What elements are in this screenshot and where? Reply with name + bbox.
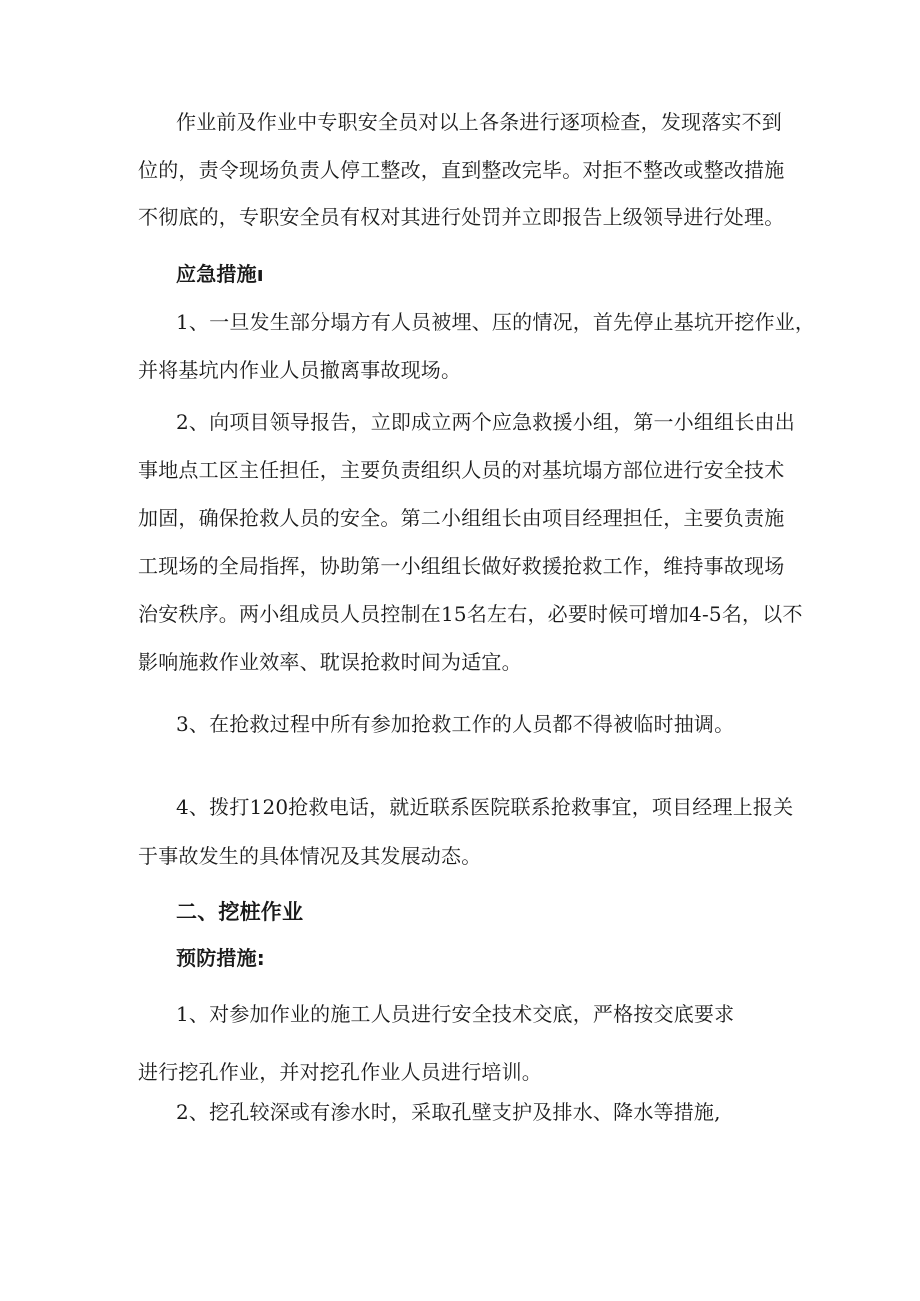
para1-line1: 作业前及作业中专职安全员对以上各条进行逐项检查，发现落实不到 [176, 110, 782, 134]
prev1-line2: 进行挖孔作业，并对挖孔作业人员进行培训。 [138, 1060, 542, 1084]
prev2-line1: 2、挖孔较深或有渗水时，采取孔壁支护及排水、降水等措施, [176, 1100, 721, 1124]
para1-line2: 位的，责令现场负责人停工整改，直到整改完毕。对拒不整改或整改措施 [138, 158, 785, 182]
para1-line3: 不彻底的，专职安全员有权对其进行处罚并立即报告上级领导进行处理。 [138, 205, 785, 229]
section2-title: 二、挖桩作业 [176, 900, 304, 924]
item2-line2: 事地点工区主任担任，主要负责组织人员的对基坑塌方部位进行安全技术 [138, 458, 785, 482]
item2-line3: 加固，确保抢救人员的安全。第二小组组长由项目经理担任，主要负责施 [138, 506, 785, 530]
prev1-line1: 1、对参加作业的施工人员进行安全技术交底，严格按交底要求 [176, 1002, 735, 1026]
heading-emergency-measures: 应急措施ı [176, 262, 264, 286]
item4-line2: 于事故发生的具体情况及其发展动态。 [138, 844, 482, 868]
item2-line4: 工现场的全局指挥，协助第一小组组长做好救援抢救工作，维持事故现场 [138, 554, 785, 578]
heading-prevention-measures: 预防措施: [176, 946, 265, 970]
item2-line6: 影响施救作业效率、耽误抢救时间为适宜。 [138, 650, 522, 674]
item2-line5: 治安秩序。两小组成员人员控制在15名左右，必要时候可增加4-5名，以不 [138, 602, 803, 626]
item2-line1: 2、向项目领导报告，立即成立两个应急救援小组，第一小组组长由出 [176, 410, 795, 434]
item1-line1: 1、一旦发生部分塌方有人员被埋、压的情况，首先停止基坑开挖作业， [176, 310, 816, 334]
item3-line1: 3、在抢救过程中所有参加抢救工作的人员都不得被临时抽调。 [176, 712, 735, 736]
item1-line2: 并将基坑内作业人员撤离事故现场。 [138, 358, 462, 382]
item4-line1: 4、拨打120抢救电话，就近联系医院联系抢救事宜，项目经理上报关 [176, 795, 794, 819]
